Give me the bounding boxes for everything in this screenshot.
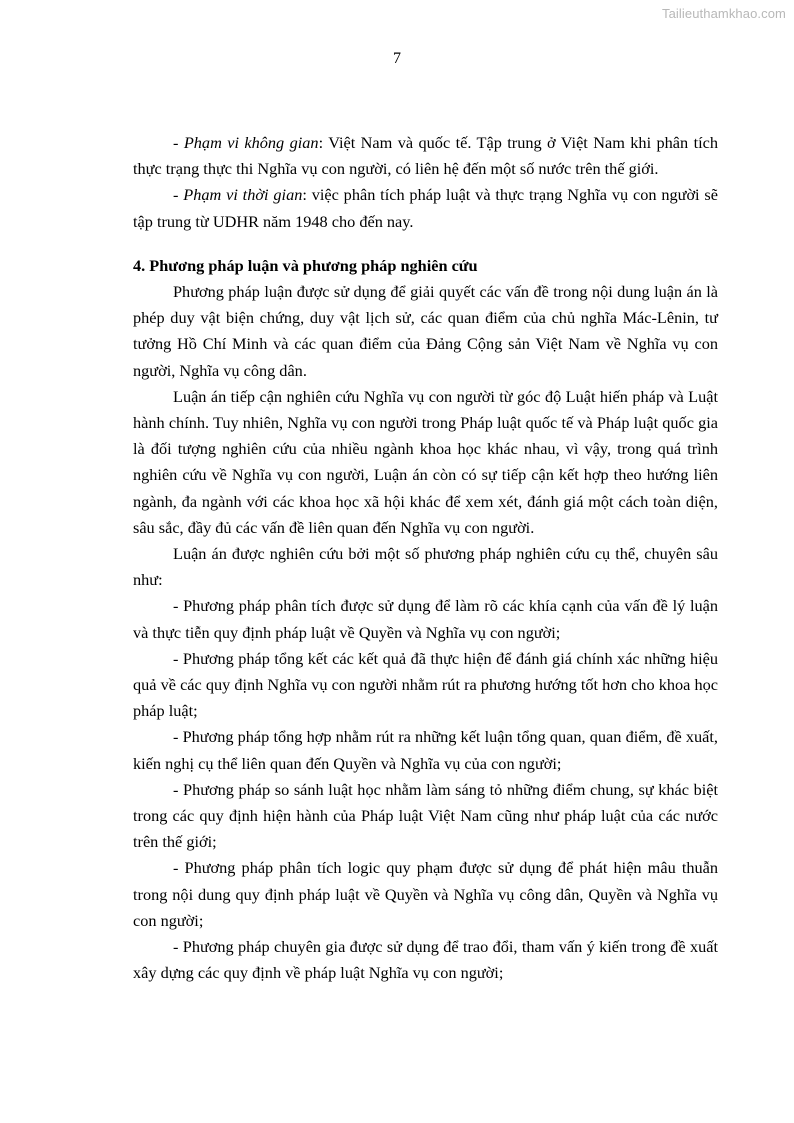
method-item: - Phương pháp so sánh luật học nhằm làm sáng tỏ những điểm chung, sự khác biệt trong các quy định hiện hành của Pháp luật Việt Nam cũng như pháp luật của các nước trên thế giới; (133, 779, 718, 852)
page-body (133, 130, 718, 987)
watermark: Tailieuthamkhao.com (661, 6, 786, 21)
method-item: - Phương pháp phân tích được sử dụng để làm rõ các khía cạnh của vấn đề lý luận và thực tiễn quy định pháp luật về Quyền và Nghĩa vụ con người; (133, 596, 718, 642)
scope-time-paragraph (133, 182, 718, 234)
scope-space-label: Phạm vi không gian (183, 133, 319, 152)
method-item: - Phương pháp tổng kết các kết quả đã thực hiện để đánh giá chính xác những hiệu quả về các quy định Nghĩa vụ con người nhằm rút ra phương hướng tốt hơn cho khoa học pháp luật; (133, 648, 718, 721)
page-number: 7 (393, 50, 401, 67)
paragraph: Luận án tiếp cận nghiên cứu Nghĩa vụ con người từ góc độ Luật hiến pháp và Luật hành chính. Tuy nhiên, Nghĩa vụ con người trong Pháp luật quốc tế và Pháp luật quốc gia là đối tượng nghiên cứu của nhiều ngành khoa học khác nhau, vì vậy, trong quá trình nghiên cứu về Nghĩa vụ con người, Luận án còn có sự tiếp cận kết hợp theo hướng liên ngành, đa ngành với các khoa học xã hội khác để xem xét, đánh giá một cách toàn diện, sâu sắc, đầy đủ các vấn đề liên quan đến Nghĩa vụ con người. (133, 386, 718, 537)
scope-time-text: : việc phân tích pháp luật và thực trạng Nghĩa vụ con người sẽ tập trung từ UDHR năm 1948 cho đến nay. (133, 185, 718, 231)
scope-space-prefix: - (173, 133, 184, 152)
section-heading: 4. Phương pháp luận và phương pháp nghiên cứu (133, 255, 478, 275)
scope-time-label: Phạm vi thời gian (183, 185, 303, 205)
method-item: - Phương pháp tổng hợp nhằm rút ra những kết luận tổng quan, quan điểm, đề xuất, kiến nghị cụ thể liên quan đến Quyền và Nghĩa vụ của con người; (133, 727, 718, 773)
paragraph: Luận án được nghiên cứu bởi một số phương pháp nghiên cứu cụ thể, chuyên sâu như: (133, 544, 718, 590)
method-item: - Phương pháp phân tích logic quy phạm được sử dụng để phát hiện mâu thuẫn trong nội dung quy định pháp luật về Quyền và Nghĩa vụ công dân, Quyền và Nghĩa vụ con người; (133, 858, 718, 930)
scope-space-paragraph (133, 130, 718, 182)
scope-space-text: : Việt Nam và quốc tế. Tập trung ở Việt Nam khi phân tích thực trạng thực thi Nghĩa vụ con người, có liên hệ đến một số nước trên thế giới. (133, 133, 718, 179)
method-item: - Phương pháp chuyên gia được sử dụng để trao đổi, tham vấn ý kiến trong đề xuất xây dựng các quy định về pháp luật Nghĩa vụ con người; (133, 937, 718, 983)
scope-time-prefix: - (173, 185, 184, 205)
paragraph: Phương pháp luận được sử dụng để giải quyết các vấn đề trong nội dung luận án là phép duy vật biện chứng, duy vật lịch sử, các quan điểm của chủ nghĩa Mác-Lênin, tư tưởng Hồ Chí Minh và các quan điểm của Đảng Cộng sản Việt Nam về Nghĩa vụ con người, Nghĩa vụ công dân. (133, 282, 718, 380)
